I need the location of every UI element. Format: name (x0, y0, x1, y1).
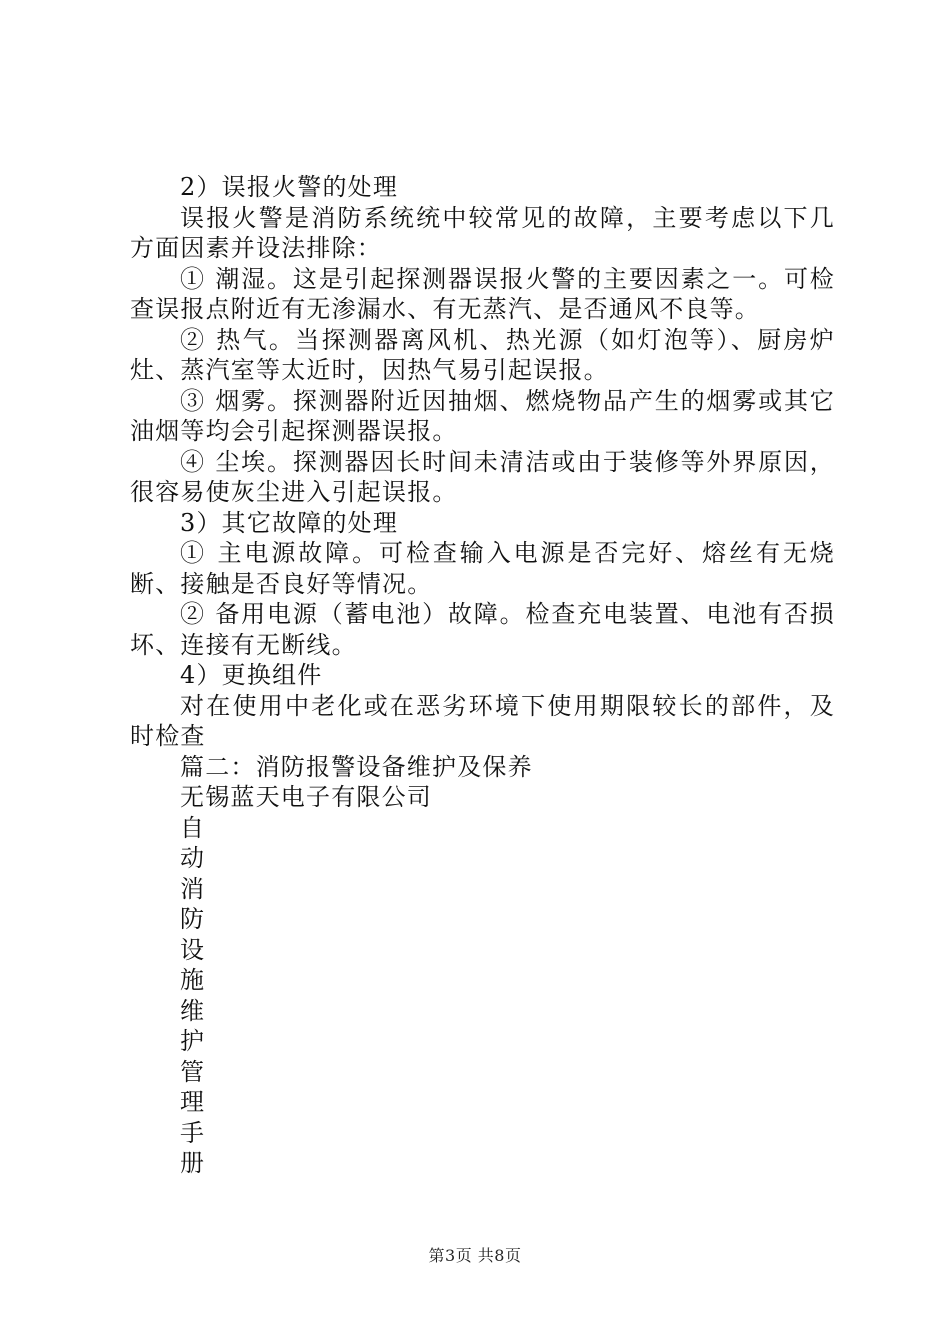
vertical-char: 动 (180, 844, 206, 872)
article-title-part-two: 篇二：消防报警设备维护及保养 (180, 752, 533, 781)
company-name: 无锡蓝天电子有限公司 (180, 783, 432, 811)
vertical-char: 册 (180, 1149, 206, 1177)
list-item-dust: ④ 尘埃。探测器因长时间未清洁或由于装修等外界原因，很容易使灰尘进入引起误报。 (130, 447, 835, 506)
page-footer: 第3页 共8页 (428, 1246, 522, 1265)
paragraph-replace-components: 对在使用中老化或在恶劣环境下使用期限较长的部件，及时检查 (130, 691, 835, 750)
section-heading-false-alarm: 2）误报火警的处理 (180, 173, 399, 201)
vertical-char: 管 (180, 1057, 206, 1086)
list-item-smoke: ③ 烟雾。探测器附近因抽烟、燃烧物品产生的烟雾或其它油烟等均会引起探测器误报。 (130, 386, 835, 445)
list-item-heat: ② 热气。当探测器离风机、热光源（如灯泡等）、厨房炉灶、蒸汽室等太近时，因热气易引起误报。 (130, 325, 835, 384)
document-body (130, 172, 835, 1179)
section-heading-replace-components: 4）更换组件 (180, 661, 323, 689)
section-heading-other-faults: 3）其它故障的处理 (180, 508, 399, 537)
list-item-humidity: ① 潮湿。这是引起探测器误报火警的主要因素之一。可检查误报点附近有无渗漏水、有无蒸汽、是否通风不良等。 (130, 264, 835, 323)
paragraph-false-alarm-intro: 误报火警是消防系统统中较常见的故障，主要考虑以下几方面因素并设法排除： (130, 203, 835, 262)
vertical-char: 手 (180, 1118, 206, 1147)
vertical-char: 维 (180, 996, 206, 1025)
vertical-char: 护 (180, 1027, 206, 1055)
vertical-char: 防 (180, 905, 206, 933)
vertical-char: 自 (180, 813, 206, 842)
vertical-char: 消 (180, 874, 206, 903)
vertical-char: 设 (180, 935, 206, 964)
vertical-char: 理 (180, 1088, 206, 1116)
list-item-backup-power: ② 备用电源（蓄电池）故障。检查充电装置、电池有否损坏、连接有无断线。 (130, 600, 835, 659)
list-item-main-power: ① 主电源故障。可检查输入电源是否完好、熔丝有无烧断、接触是否良好等情况。 (130, 539, 835, 598)
vertical-char: 施 (180, 966, 206, 994)
vertical-manual-title (130, 813, 835, 1179)
